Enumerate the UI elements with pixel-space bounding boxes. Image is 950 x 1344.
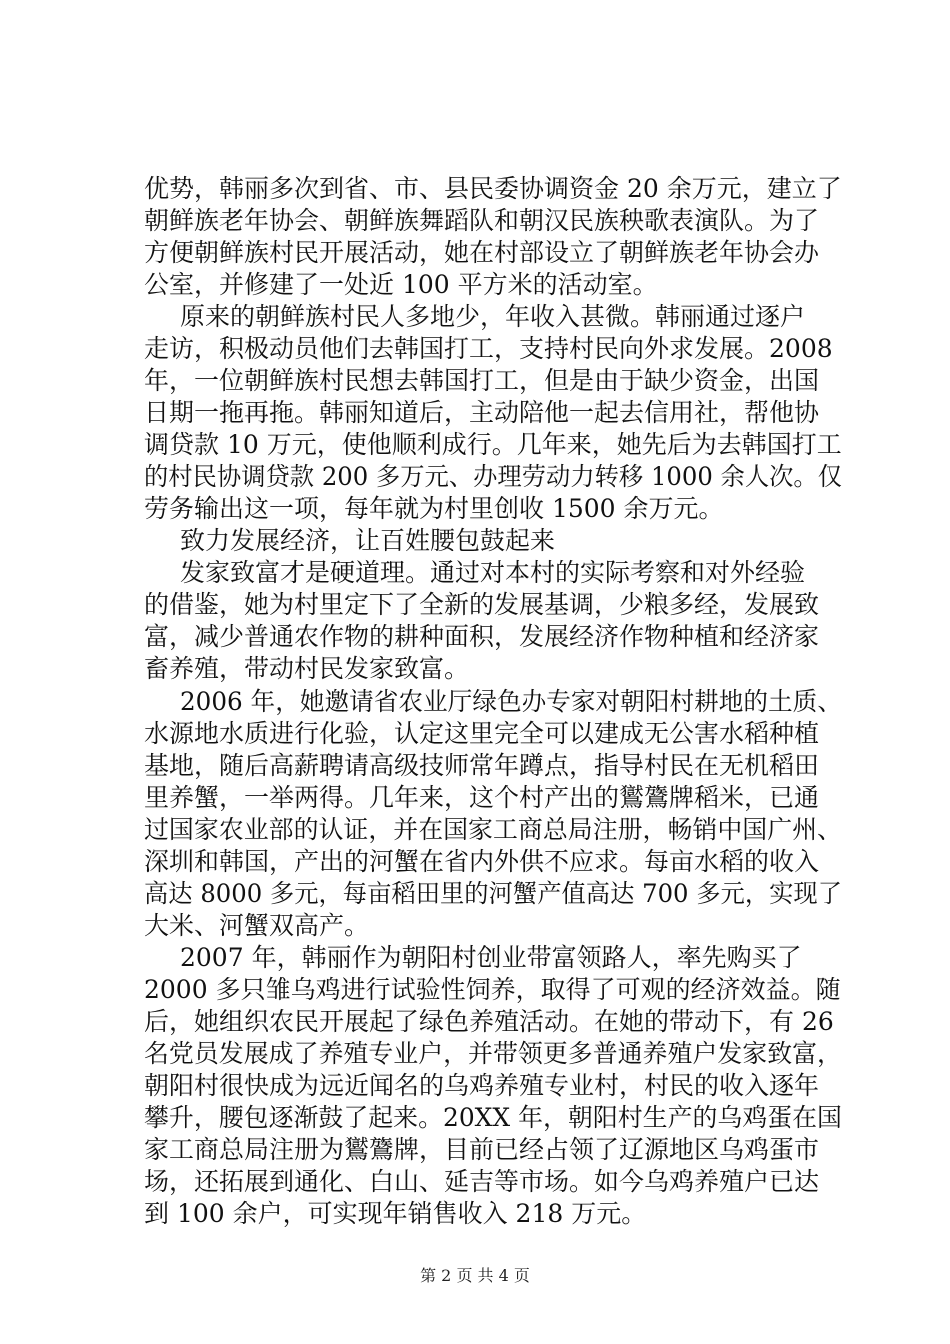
text-line: 公室，并修建了一处近 100 平方米的活动室。 [144,270,658,300]
text-line: 富，减少普通农作物的耕种面积，发展经济作物种植和经济家 [144,622,820,652]
text-line: 年，一位朝鲜族村民想去韩国打工，但是由于缺少资金，出国 [144,366,820,396]
text-line: 走访，积极动员他们去韩国打工，支持村民向外求发展。2008 [144,334,833,364]
page-footer: 第 2 页 共 4 页 [420,1266,530,1285]
text-line: 的借鉴，她为村里定下了全新的发展基调，少粮多经，发展致 [144,590,820,620]
text-line: 方便朝鲜族村民开展活动，她在村部设立了朝鲜族老年协会办 [144,238,820,268]
text-line: 的村民协调贷款 200 多万元、办理劳动力转移 1000 余人次。仅 [144,462,843,492]
text-line: 过国家农业部的认证，并在国家工商总局注册，畅销中国广州、 [144,814,842,844]
text-line: 朝阳村很快成为远近闻名的乌鸡养殖专业村，村民的收入逐年 [144,1070,820,1100]
text-line: 深圳和韩国，产出的河蟹在省内外供不应求。每亩水稻的收入 [144,846,820,876]
text-line: 畜养殖，带动村民发家致富。 [144,654,470,684]
text-line: 优势，韩丽多次到省、市、县民委协调资金 20 余万元，建立了 [144,174,842,203]
text-line: 2006 年，她邀请省农业厅绿色办专家对朝阳村耕地的土质、 [180,686,842,716]
text-line: 水源地水质进行化验，认定这里完全可以建成无公害水稻种植 [144,718,820,748]
text-line: 调贷款 10 万元，使他顺利成行。几年来，她先后为去韩国打工 [144,430,842,460]
text-line: 后，她组织农民开展起了绿色养殖活动。在她的带动下，有 26 [144,1006,834,1036]
text-line: 家工商总局注册为鸑鷟牌，目前已经占领了辽源地区乌鸡蛋市 [144,1134,820,1164]
text-line: 基地，随后高薪聘请高级技师常年蹲点，指导村民在无机稻田 [144,750,820,780]
text-line: 到 100 余户，可实现年销售收入 218 万元。 [144,1199,647,1229]
text-line: 劳务输出这一项，每年就为村里创收 1500 余万元。 [144,494,724,524]
text-line: 日期一拖再拖。韩丽知道后，主动陪他一起去信用社，帮他协 [144,398,820,428]
text-line: 大米、河蟹双高产。 [144,910,370,940]
text-line: 攀升，腰包逐渐鼓了起来。20XX 年，朝阳村生产的乌鸡蛋在国 [144,1102,842,1132]
text-line: 名党员发展成了养殖专业户，并带领更多普通养殖户发家致富， [144,1038,842,1068]
text-line: 里养蟹，一举两得。几年来，这个村产出的鸑鷟牌稻米，已通 [144,782,820,812]
text-line: 2000 多只雏乌鸡进行试验性饲养，取得了可观的经济效益。随 [144,974,841,1004]
text-line: 高达 8000 多元，每亩稻田里的河蟹产值高达 700 多元，实现了 [144,878,843,908]
text-line: 发家致富才是硬道理。通过对本村的实际考察和对外经验 [180,558,806,588]
text-line: 场，还拓展到通化、白山、延吉等市场。如今乌鸡养殖户已达 [144,1166,820,1196]
text-line: 原来的朝鲜族村民人多地少，年收入甚微。韩丽通过逐户 [180,302,806,332]
section-heading: 致力发展经济，让百姓腰包鼓起来 [180,526,556,556]
text-line: 朝鲜族老年协会、朝鲜族舞蹈队和朝汉民族秧歌表演队。为了 [144,206,820,236]
text-line: 2007 年，韩丽作为朝阳村创业带富领路人，率先购买了 [180,942,802,972]
